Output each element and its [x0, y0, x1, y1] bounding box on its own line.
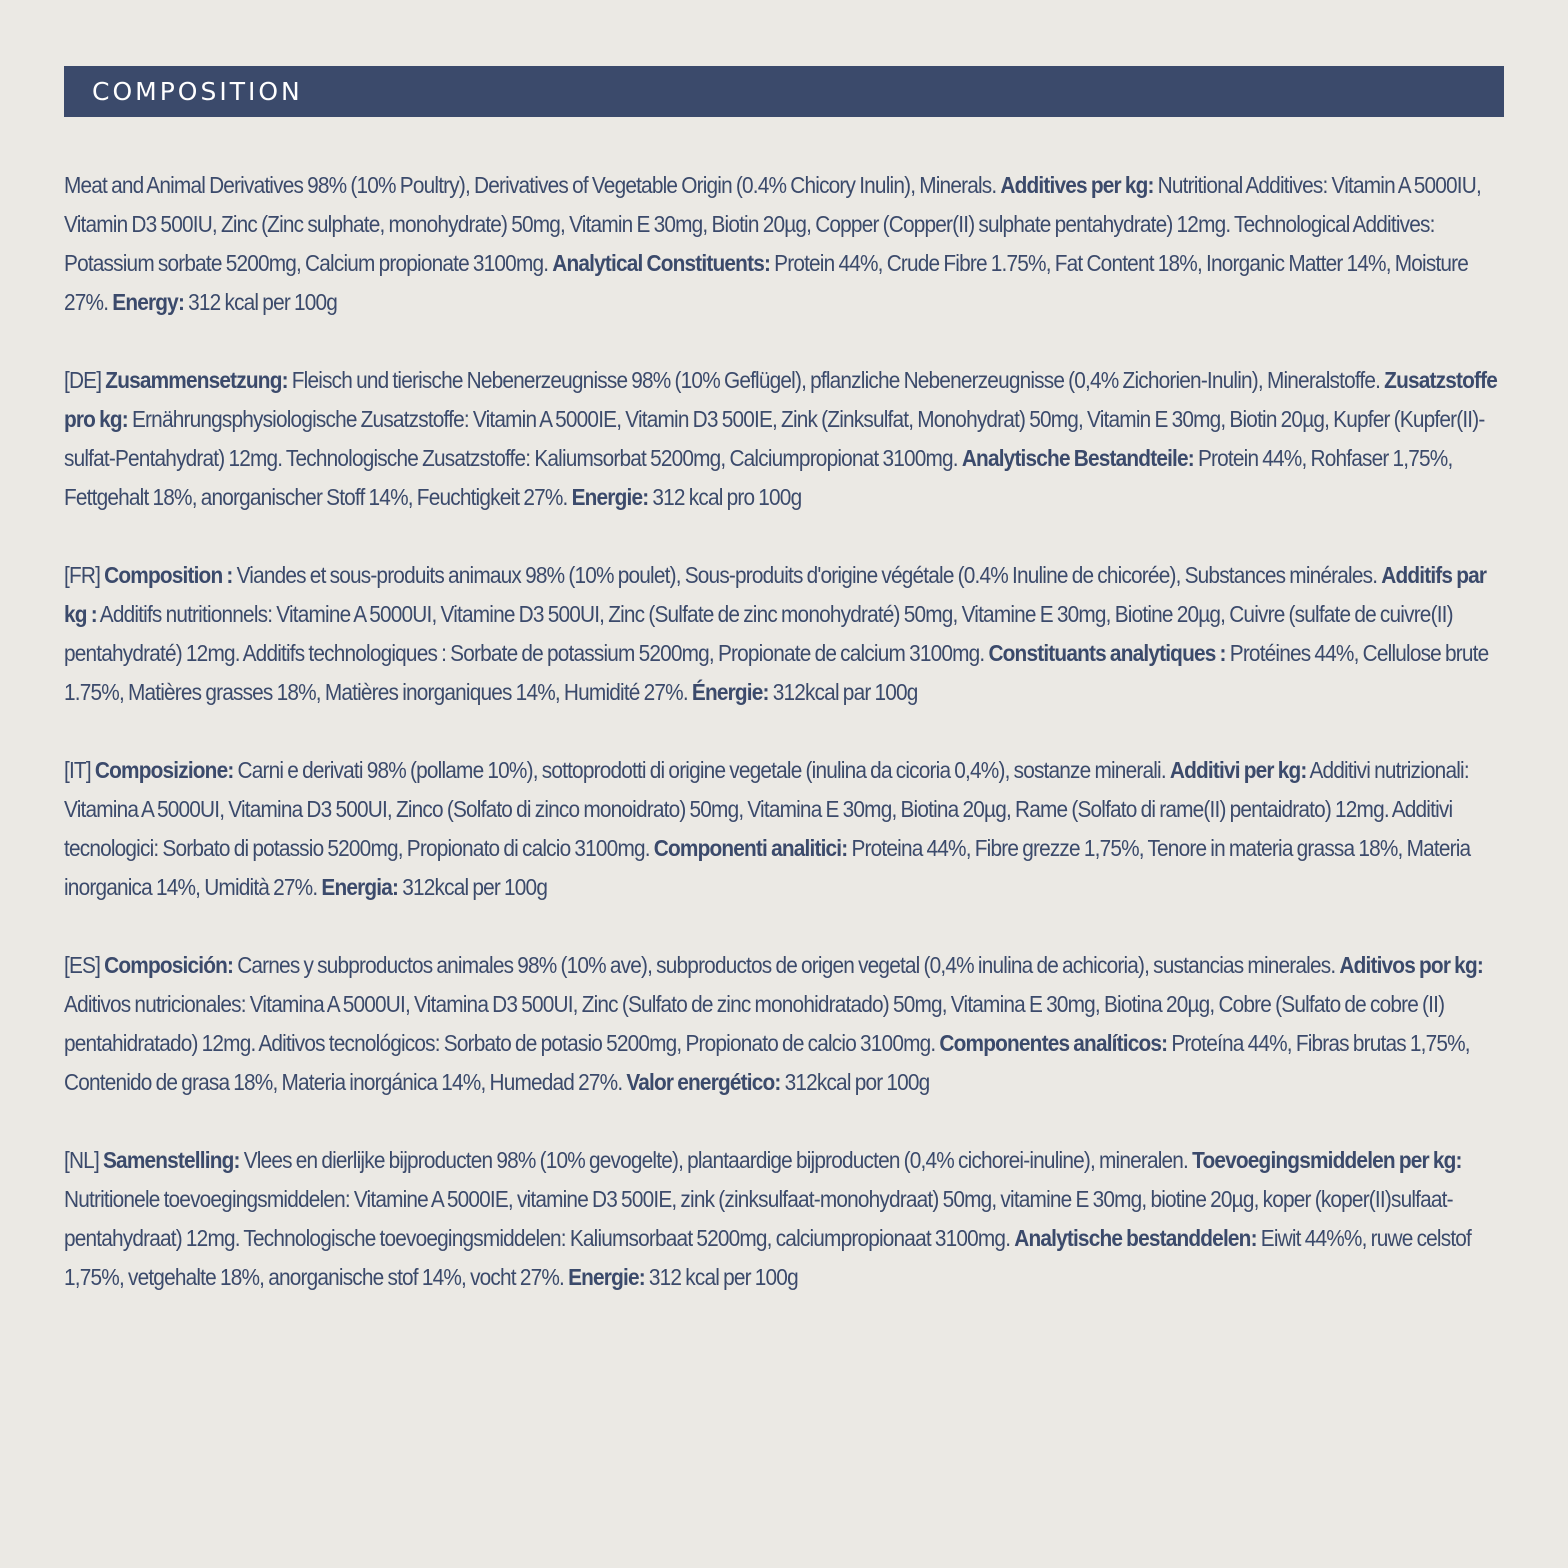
section-label: Composición: — [104, 952, 234, 978]
section-nl — [64, 1141, 1512, 1297]
section-label: Énergie: — [691, 679, 769, 705]
section-label: Composition : — [104, 562, 233, 588]
section-text: Fleisch und tierische Nebenerzeugnisse 98% (10% Geflügel), pflanzliche Nebenerzeugnisse (0,4% Zichorien-Inulin), Mineralstoffe. — [287, 367, 1385, 393]
section-text: [IT] — [64, 757, 95, 783]
section-text: 312kcal per 100g — [398, 874, 548, 900]
section-text: 312 kcal per 100g — [644, 1264, 798, 1290]
section-label: Additifs par kg : — [64, 562, 1487, 627]
section-label: Samenstelling: — [102, 1147, 240, 1173]
section-text: Protein 44%, Rohfaser 1,75%, Fettgehalt 18%, anorganischer Stoff 14%, Feuchtigkeit 27%. — [64, 445, 1453, 510]
section-es — [64, 946, 1512, 1102]
section-text: Meat and Animal Derivatives 98% (10% Poultry), Derivatives of Vegetable Origin (0.4% Chicory Inulin), Minerals. — [64, 172, 1001, 198]
section-text: 312 kcal per 100g — [184, 289, 338, 315]
section-label: Componentes analíticos: — [939, 1030, 1168, 1056]
section-label: Toevoegingsmiddelen per kg: — [1192, 1147, 1462, 1173]
section-text: [ES] — [64, 952, 105, 978]
section-label: Valor energético: — [626, 1069, 781, 1095]
section-label: Additives per kg: — [1000, 172, 1154, 198]
section-text: Aditivos nutricionales: Vitamina A 5000UI, Vitamina D3 500UI, Zinc (Sulfato de zinc monohidratado) 50mg, Vitamina E 30mg, Biotina 20µg, Cobre (Sulfato de cobre (II) pentahidratado) 12mg. Aditivos tecnológicos: Sorbato de potasio 5200mg, Propionato de calcio 3100mg. — [64, 991, 1445, 1056]
section-label: Composizione: — [94, 757, 234, 783]
section-label: Analytische bestanddelen: — [1014, 1225, 1257, 1251]
page-title: COMPOSITION — [92, 77, 303, 106]
section-label: Energy: — [112, 289, 185, 315]
section-label: Analytical Constituents: — [552, 250, 771, 276]
section-label: Componenti analitici: — [653, 835, 848, 861]
section-label: Additivi per kg: — [1169, 757, 1307, 783]
section-text: Proteína 44%, Fibras brutas 1,75%, Contenido de grasa 18%, Materia inorgánica 14%, Humedad 27%. — [64, 1030, 1470, 1095]
section-text: [FR] — [64, 562, 105, 588]
section-fr — [64, 556, 1512, 712]
section-text: Protein 44%, Crude Fibre 1.75%, Fat Content 18%, Inorganic Matter 14%, Moisture 27%. — [64, 250, 1469, 315]
section-text: Nutritional Additives: Vitamin A 5000IU, Vitamin D3 500IU, Zinc (Zinc sulphate, monohydrate) 50mg, Vitamin E 30mg, Biotin 20µg, Copper (Copper(II) sulphate pentahydrate) 12mg. Technological Additives: Potassium sorbate 5200mg, Calcium propionate 3100mg. — [64, 172, 1481, 276]
section-text: Viandes et sous-produits animaux 98% (10% poulet), Sous-produits d'origine végétale (0.4% Inuline de chicorée), Substances minérales. — [232, 562, 1382, 588]
section-text: Protéines 44%, Cellulose brute 1.75%, Matières grasses 18%, Matières inorganiques 14%, Humidité 27%. — [64, 640, 1489, 705]
section-de — [64, 361, 1512, 517]
section-label: Energie: — [568, 1264, 645, 1290]
section-text: Carnes y subproductos animales 98% (10% ave), subproductos de origen vegetal (0,4% inulina de achicoria), sustancias minerales. — [233, 952, 1340, 978]
section-text: Additivi nutrizionali: Vitamina A 5000UI, Vitamina D3 500UI, Zinco (Solfato di zinco monoidrato) 50mg, Vitamina E 30mg, Biotina 20µg, Rame (Solfato di rame(II) pentaidrato) 12mg. Additivi tecnologici: Sorbato di potassio 5200mg, Propionato di calcio 3100mg. — [64, 757, 1469, 861]
section-text: Carni e derivati 98% (pollame 10%), sottoprodotti di origine vegetale (inulina da cicoria 0,4%), sostanze minerali. — [233, 757, 1170, 783]
section-en — [64, 166, 1512, 322]
section-text: [NL] — [64, 1147, 103, 1173]
composition-header-bar — [64, 66, 1504, 117]
section-text: Vlees en dierlijke bijproducten 98% (10% gevogelte), plantaardige bijproducten (0,4% cichorei-inuline), mineralen. — [239, 1147, 1193, 1173]
section-label: Constituants analytiques : — [988, 640, 1226, 666]
section-label: Aditivos por kg: — [1339, 952, 1483, 978]
section-text: Proteina 44%, Fibre grezze 1,75%, Tenore in materia grassa 18%, Materia inorganica 14%, Umidità 27%. — [64, 835, 1471, 900]
section-label: Zusatzstoffe pro kg: — [64, 367, 1497, 432]
section-text: [DE] — [64, 367, 106, 393]
section-text: 312 kcal pro 100g — [648, 484, 802, 510]
section-text: Eiwit 44%%, ruwe celstof 1,75%, vetgehalte 18%, anorganische stof 14%, vocht 27%. — [64, 1225, 1472, 1290]
section-text: Additifs nutritionnels: Vitamine A 5000UI, Vitamine D3 500UI, Zinc (Sulfate de zinc monohydraté) 50mg, Vitamine E 30mg, Biotine 20µg, Cuivre (sulfate de cuivre(II) pentahydraté) 12mg. Additifs technologiques : Sorbate de potassium 5200mg, Propionate de calcium 3100mg. — [64, 601, 1453, 666]
section-text: 312kcal por 100g — [780, 1069, 930, 1095]
section-text: 312kcal par 100g — [768, 679, 918, 705]
section-label: Energia: — [321, 874, 399, 900]
composition-content — [64, 166, 1510, 1297]
section-label: Analytische Bestandteile: — [961, 445, 1194, 471]
section-text: Nutritionele toevoegingsmiddelen: Vitamine A 5000IE, vitamine D3 500IE, zink (zinksulfaat-monohydraat) 50mg, vitamine E 30mg, biotine 20µg, koper (koper(II)sulfaat-pentahydraat) 12mg. Technologische toevoegingsmiddelen: Kaliumsorbaat 5200mg, calciumpropionaat 3100mg. — [64, 1186, 1453, 1251]
section-text: Ernährungsphysiologische Zusatzstoffe: Vitamin A 5000IE, Vitamin D3 500IE, Zink (Zinksulfat, Monohydrat) 50mg, Vitamin E 30mg, Biotin 20µg, Kupfer (Kupfer(II)-sulfat-Pentahydrat) 12mg. Technologische Zusatzstoffe: Kaliumsorbat 5200mg, Calciumpropionat 3100mg. — [64, 406, 1485, 471]
section-it — [64, 751, 1512, 907]
section-label: Zusammensetzung: — [105, 367, 288, 393]
section-label: Energie: — [571, 484, 649, 510]
